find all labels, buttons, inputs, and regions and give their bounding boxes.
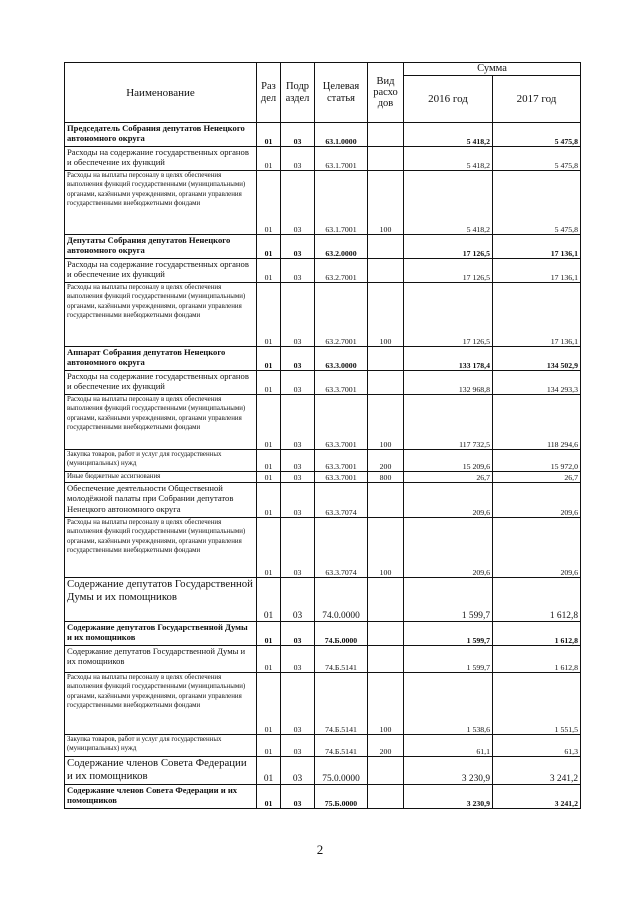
cell-vid xyxy=(368,757,404,785)
cell-name: Содержание членов Совета Федерации и их помощников xyxy=(65,757,257,785)
cell-vid: 800 xyxy=(368,472,404,483)
cell-sum-2017: 17 136,1 xyxy=(493,259,581,283)
cell-sum-2017: 1 612,8 xyxy=(493,578,581,622)
cell-celevaya: 75.0.0000 xyxy=(315,757,368,785)
cell-razdel: 01 xyxy=(257,259,281,283)
cell-razdel: 01 xyxy=(257,472,281,483)
table-row xyxy=(65,347,581,371)
table-row xyxy=(65,235,581,259)
cell-sum-2016: 3 230,9 xyxy=(404,785,493,809)
cell-sum-2016: 209,6 xyxy=(404,483,493,518)
cell-vid: 200 xyxy=(368,450,404,472)
cell-celevaya: 63.2.7001 xyxy=(315,283,368,347)
cell-vid: 100 xyxy=(368,518,404,578)
cell-vid xyxy=(368,259,404,283)
cell-celevaya: 63.2.7001 xyxy=(315,259,368,283)
cell-celevaya: 74.0.0000 xyxy=(315,578,368,622)
cell-sum-2017: 209,6 xyxy=(493,518,581,578)
cell-vid: 200 xyxy=(368,735,404,757)
cell-razdel: 01 xyxy=(257,673,281,735)
cell-sum-2016: 1 599,7 xyxy=(404,578,493,622)
cell-vid xyxy=(368,371,404,395)
cell-sum-2016: 132 968,8 xyxy=(404,371,493,395)
cell-name: Закупка товаров, работ и услуг для государственных (муниципальных) нужд xyxy=(65,735,257,757)
table-row xyxy=(65,646,581,673)
cell-celevaya: 75.Б.0000 xyxy=(315,785,368,809)
cell-vid: 100 xyxy=(368,673,404,735)
cell-vid xyxy=(368,147,404,171)
header-celevaya: Целевая статья xyxy=(315,63,368,123)
cell-podrazdel: 03 xyxy=(281,283,315,347)
cell-name: Расходы на выплаты персоналу в целях обеспечения выполнения функций государственными (муниципальными) органами, казёнными учреждениями, органами управления государственными внебюджетными фондами xyxy=(65,171,257,235)
cell-podrazdel: 03 xyxy=(281,171,315,235)
cell-name: Содержание членов Совета Федерации и их помощников xyxy=(65,785,257,809)
cell-podrazdel: 03 xyxy=(281,472,315,483)
cell-name: Аппарат Собрания депутатов Ненецкого автономного округа xyxy=(65,347,257,371)
cell-razdel: 01 xyxy=(257,371,281,395)
cell-name: Расходы на содержание государственных органов и обеспечение их функций xyxy=(65,259,257,283)
table-row xyxy=(65,622,581,646)
table-row xyxy=(65,259,581,283)
cell-sum-2016: 117 732,5 xyxy=(404,395,493,450)
cell-celevaya: 63.3.7001 xyxy=(315,450,368,472)
cell-sum-2017: 5 475,8 xyxy=(493,123,581,147)
table-row xyxy=(65,518,581,578)
table-row xyxy=(65,757,581,785)
table-row xyxy=(65,283,581,347)
cell-vid: 100 xyxy=(368,171,404,235)
cell-podrazdel: 03 xyxy=(281,757,315,785)
cell-podrazdel: 03 xyxy=(281,578,315,622)
cell-razdel: 01 xyxy=(257,518,281,578)
cell-name: Обеспечение деятельности Общественной молодёжной палаты при Собрании депутатов Ненецкого автономного округа xyxy=(65,483,257,518)
cell-razdel: 01 xyxy=(257,283,281,347)
cell-vid xyxy=(368,646,404,673)
cell-name: Расходы на выплаты персоналу в целях обеспечения выполнения функций государственными (муниципальными) органами, казёнными учреждениями, органами управления государственными внебюджетными фондами xyxy=(65,283,257,347)
cell-sum-2017: 1 551,5 xyxy=(493,673,581,735)
header-name: Наименование xyxy=(65,63,257,123)
cell-sum-2016: 133 178,4 xyxy=(404,347,493,371)
cell-sum-2016: 61,1 xyxy=(404,735,493,757)
cell-name: Расходы на выплаты персоналу в целях обеспечения выполнения функций государственными (муниципальными) органами, казёнными учреждениями, органами управления государственными внебюджетными фондами xyxy=(65,395,257,450)
table-row xyxy=(65,472,581,483)
header-year-2016: 2016 год xyxy=(404,76,493,123)
cell-celevaya: 74.Б.5141 xyxy=(315,646,368,673)
cell-podrazdel: 03 xyxy=(281,483,315,518)
cell-podrazdel: 03 xyxy=(281,371,315,395)
cell-sum-2017: 209,6 xyxy=(493,483,581,518)
table-row xyxy=(65,735,581,757)
cell-vid: 100 xyxy=(368,395,404,450)
table-row xyxy=(65,785,581,809)
header-razdel: Раз дел xyxy=(257,63,281,123)
cell-podrazdel: 03 xyxy=(281,450,315,472)
header-podrazdel: Подр аздел xyxy=(281,63,315,123)
cell-name: Содержание депутатов Государственной Думы и их помощников xyxy=(65,578,257,622)
cell-sum-2016: 5 418,2 xyxy=(404,123,493,147)
cell-name: Содержание депутатов Государственной Думы и их помощников xyxy=(65,622,257,646)
table-row xyxy=(65,578,581,622)
cell-sum-2017: 3 241,2 xyxy=(493,785,581,809)
cell-sum-2017: 17 136,1 xyxy=(493,235,581,259)
cell-sum-2016: 5 418,2 xyxy=(404,171,493,235)
cell-sum-2016: 1 538,6 xyxy=(404,673,493,735)
cell-razdel: 01 xyxy=(257,785,281,809)
cell-podrazdel: 03 xyxy=(281,673,315,735)
cell-vid xyxy=(368,235,404,259)
cell-sum-2017: 5 475,8 xyxy=(493,171,581,235)
cell-celevaya: 63.3.7001 xyxy=(315,371,368,395)
cell-name: Депутаты Собрания депутатов Ненецкого автономного округа xyxy=(65,235,257,259)
cell-podrazdel: 03 xyxy=(281,518,315,578)
cell-podrazdel: 03 xyxy=(281,147,315,171)
cell-podrazdel: 03 xyxy=(281,646,315,673)
table-header xyxy=(65,63,581,123)
cell-vid: 100 xyxy=(368,283,404,347)
cell-podrazdel: 03 xyxy=(281,259,315,283)
table-row xyxy=(65,450,581,472)
cell-razdel: 01 xyxy=(257,578,281,622)
cell-celevaya: 63.2.0000 xyxy=(315,235,368,259)
header-year-2017: 2017 год xyxy=(493,76,581,123)
cell-celevaya: 63.1.7001 xyxy=(315,147,368,171)
cell-celevaya: 63.3.0000 xyxy=(315,347,368,371)
cell-razdel: 01 xyxy=(257,735,281,757)
cell-razdel: 01 xyxy=(257,235,281,259)
cell-razdel: 01 xyxy=(257,483,281,518)
cell-razdel: 01 xyxy=(257,646,281,673)
cell-vid xyxy=(368,622,404,646)
table-row xyxy=(65,171,581,235)
cell-celevaya: 74.Б.5141 xyxy=(315,735,368,757)
budget-table xyxy=(64,62,581,809)
cell-sum-2016: 26,7 xyxy=(404,472,493,483)
table-row xyxy=(65,483,581,518)
table-row xyxy=(65,371,581,395)
cell-vid xyxy=(368,347,404,371)
cell-razdel: 01 xyxy=(257,171,281,235)
cell-vid xyxy=(368,785,404,809)
cell-podrazdel: 03 xyxy=(281,123,315,147)
cell-sum-2017: 134 502,9 xyxy=(493,347,581,371)
page-number: 2 xyxy=(316,842,324,857)
cell-sum-2016: 1 599,7 xyxy=(404,622,493,646)
cell-sum-2017: 61,3 xyxy=(493,735,581,757)
header-vid: Вид расхо дов xyxy=(368,63,404,123)
header-summa: Сумма xyxy=(404,63,581,76)
cell-name: Расходы на содержание государственных органов и обеспечение их функций xyxy=(65,147,257,171)
cell-celevaya: 74.Б.0000 xyxy=(315,622,368,646)
cell-celevaya: 63.1.7001 xyxy=(315,171,368,235)
cell-sum-2017: 134 293,3 xyxy=(493,371,581,395)
table-row xyxy=(65,123,581,147)
cell-celevaya: 63.3.7074 xyxy=(315,518,368,578)
cell-name: Иные бюджетные ассигнования xyxy=(65,472,257,483)
cell-razdel: 01 xyxy=(257,757,281,785)
cell-razdel: 01 xyxy=(257,347,281,371)
cell-podrazdel: 03 xyxy=(281,395,315,450)
cell-sum-2016: 17 126,5 xyxy=(404,235,493,259)
table-row xyxy=(65,673,581,735)
cell-name: Расходы на выплаты персоналу в целях обеспечения выполнения функций государственными (муниципальными) органами, казёнными учреждениями, органами управления государственными внебюджетными фондами xyxy=(65,673,257,735)
cell-name: Расходы на содержание государственных органов и обеспечение их функций xyxy=(65,371,257,395)
cell-celevaya: 63.3.7001 xyxy=(315,472,368,483)
cell-sum-2017: 15 972,0 xyxy=(493,450,581,472)
cell-sum-2017: 1 612,8 xyxy=(493,622,581,646)
cell-sum-2016: 17 126,5 xyxy=(404,283,493,347)
cell-celevaya: 74.Б.5141 xyxy=(315,673,368,735)
cell-sum-2017: 118 294,6 xyxy=(493,395,581,450)
cell-sum-2017: 17 136,1 xyxy=(493,283,581,347)
cell-name: Содержание депутатов Государственной Думы и их помощников xyxy=(65,646,257,673)
cell-vid xyxy=(368,483,404,518)
cell-sum-2016: 5 418,2 xyxy=(404,147,493,171)
cell-sum-2017: 26,7 xyxy=(493,472,581,483)
cell-celevaya: 63.1.0000 xyxy=(315,123,368,147)
cell-sum-2016: 17 126,5 xyxy=(404,259,493,283)
cell-razdel: 01 xyxy=(257,395,281,450)
cell-name: Председатель Собрания депутатов Ненецкого автономного округа xyxy=(65,123,257,147)
cell-name: Закупка товаров, работ и услуг для государственных (муниципальных) нужд xyxy=(65,450,257,472)
cell-podrazdel: 03 xyxy=(281,785,315,809)
table-row xyxy=(65,395,581,450)
table-row xyxy=(65,147,581,171)
cell-sum-2017: 5 475,8 xyxy=(493,147,581,171)
table-body xyxy=(65,123,581,809)
cell-sum-2016: 3 230,9 xyxy=(404,757,493,785)
cell-sum-2016: 15 209,6 xyxy=(404,450,493,472)
cell-name: Расходы на выплаты персоналу в целях обеспечения выполнения функций государственными (муниципальными) органами, казёнными учреждениями, органами управления государственными внебюджетными фондами xyxy=(65,518,257,578)
cell-sum-2016: 1 599,7 xyxy=(404,646,493,673)
cell-razdel: 01 xyxy=(257,123,281,147)
cell-sum-2017: 3 241,2 xyxy=(493,757,581,785)
cell-sum-2017: 1 612,8 xyxy=(493,646,581,673)
cell-celevaya: 63.3.7001 xyxy=(315,395,368,450)
cell-razdel: 01 xyxy=(257,622,281,646)
cell-podrazdel: 03 xyxy=(281,735,315,757)
cell-vid xyxy=(368,578,404,622)
cell-sum-2016: 209,6 xyxy=(404,518,493,578)
cell-razdel: 01 xyxy=(257,147,281,171)
cell-vid xyxy=(368,123,404,147)
cell-razdel: 01 xyxy=(257,450,281,472)
cell-podrazdel: 03 xyxy=(281,235,315,259)
cell-podrazdel: 03 xyxy=(281,622,315,646)
cell-celevaya: 63.3.7074 xyxy=(315,483,368,518)
cell-podrazdel: 03 xyxy=(281,347,315,371)
